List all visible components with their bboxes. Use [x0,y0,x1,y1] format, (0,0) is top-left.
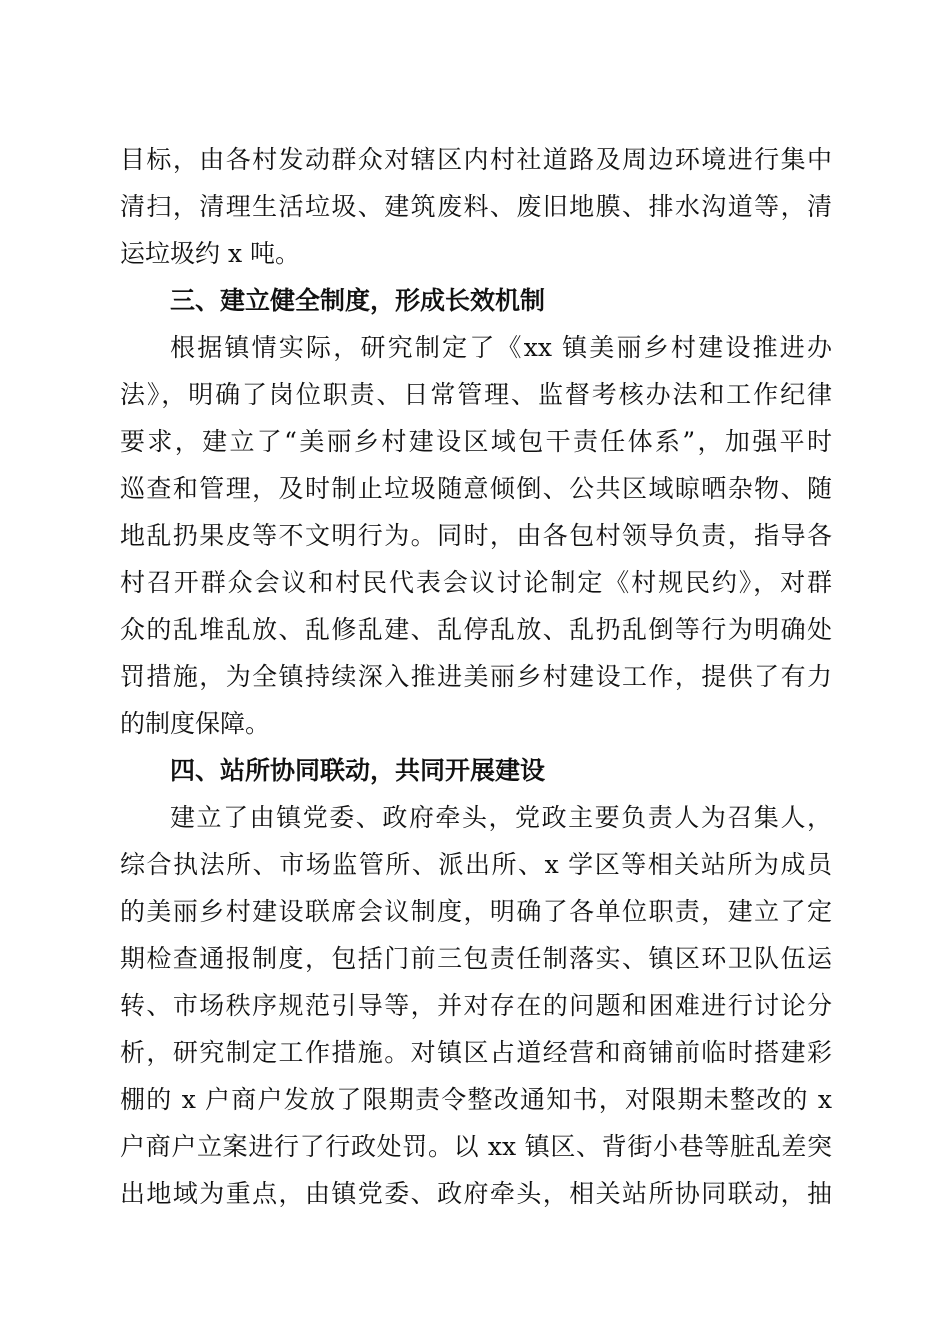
paragraph-line: 的制度保障。 [120,709,271,738]
paragraph-line: 众的乱堆乱放、乱修乱建、乱停乱放、乱扔乱倒等行为明确处 [120,615,832,644]
paragraph-line: 析，研究制定工作措施。对镇区占道经营和商铺前临时搭建彩 [120,1038,832,1067]
paragraph-line: 的美丽乡村建设联席会议制度，明确了各单位职责，建立了定 [120,897,832,926]
paragraph-line: 建立了由镇党委、政府牵头，党政主要负责人为召集人， [170,803,832,832]
section-heading: 四、站所协同联动，共同开展建设 [170,756,546,785]
section-heading: 三、建立健全制度，形成长效机制 [170,286,546,315]
paragraph-line: 综合执法所、市场监管所、派出所、x 学区等相关站所为成员 [120,850,832,879]
paragraph-line: 棚的 x 户商户发放了限期责令整改通知书，对限期未整改的 x [120,1085,832,1114]
paragraph-line: 转、市场秩序规范引导等，并对存在的问题和困难进行讨论分 [120,991,832,1020]
paragraph-line: 村召开群众会议和村民代表会议讨论制定《村规民约》，对群 [120,568,832,597]
paragraph-line: 巡查和管理，及时制止垃圾随意倾倒、公共区域晾晒杂物、随 [120,474,832,503]
paragraph-line: 运垃圾约 x 吨。 [120,239,300,268]
paragraph-line: 法》，明确了岗位职责、日常管理、监督考核办法和工作纪律 [120,380,832,409]
paragraph-line: 要求，建立了“美丽乡村建设区域包干责任体系”，加强平时 [120,427,832,456]
paragraph-line: 户商户立案进行了行政处罚。以 xx 镇区、背街小巷等脏乱差突 [120,1132,832,1161]
paragraph-line: 目标，由各村发动群众对辖区内村社道路及周边环境进行集中 [120,145,832,174]
paragraph-line: 地乱扔果皮等不文明行为。同时，由各包村领导负责，指导各 [120,521,832,550]
paragraph-line: 期检查通报制度，包括门前三包责任制落实、镇区环卫队伍运 [120,944,832,973]
paragraph-line: 清扫，清理生活垃圾、建筑废料、废旧地膜、排水沟道等，清 [120,192,832,221]
paragraph-line: 根据镇情实际，研究制定了《xx 镇美丽乡村建设推进办 [170,333,832,362]
paragraph-line: 罚措施，为全镇持续深入推进美丽乡村建设工作，提供了有力 [120,662,832,691]
paragraph-line: 出地域为重点，由镇党委、政府牵头，相关站所协同联动，抽 [120,1179,832,1208]
